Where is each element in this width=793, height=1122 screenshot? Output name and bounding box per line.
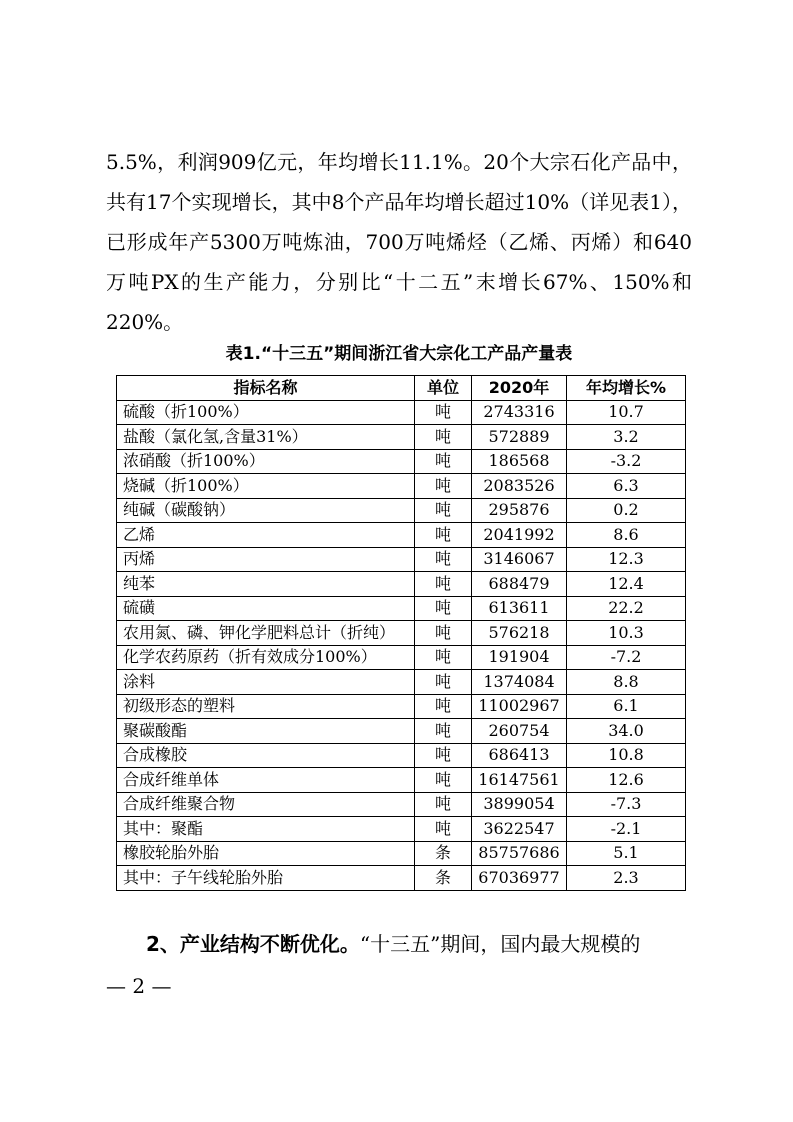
cell-value-2020: 1374084 bbox=[472, 670, 567, 695]
cell-value-2020: 260754 bbox=[472, 719, 567, 744]
cell-value-2020: 2083526 bbox=[472, 474, 567, 499]
cell-unit: 吨 bbox=[415, 547, 472, 572]
section-text: “十三五”期间，国内最大规模的 bbox=[359, 932, 641, 956]
cell-unit: 条 bbox=[415, 866, 472, 891]
cell-unit: 吨 bbox=[415, 792, 472, 817]
cell-unit: 吨 bbox=[415, 425, 472, 450]
header-indicator-name: 指标名称 bbox=[117, 376, 415, 401]
table-row bbox=[117, 694, 686, 719]
cell-indicator-name: 丙烯 bbox=[117, 547, 415, 572]
cell-value-2020: 11002967 bbox=[472, 694, 567, 719]
cell-indicator-name: 合成纤维单体 bbox=[117, 768, 415, 793]
cell-annual-growth: 3.2 bbox=[567, 425, 686, 450]
header-year-2020: 2020年 bbox=[472, 376, 567, 401]
cell-unit: 吨 bbox=[415, 474, 472, 499]
cell-value-2020: 3146067 bbox=[472, 547, 567, 572]
cell-value-2020: 295876 bbox=[472, 498, 567, 523]
cell-annual-growth: 6.1 bbox=[567, 694, 686, 719]
table-row bbox=[117, 768, 686, 793]
cell-unit: 条 bbox=[415, 841, 472, 866]
cell-unit: 吨 bbox=[415, 670, 472, 695]
cell-indicator-name: 农用氮、磷、钾化学肥料总计（折纯） bbox=[117, 621, 415, 646]
cell-annual-growth: -3.2 bbox=[567, 449, 686, 474]
table-row bbox=[117, 547, 686, 572]
cell-unit: 吨 bbox=[415, 498, 472, 523]
cell-value-2020: 16147561 bbox=[472, 768, 567, 793]
cell-annual-growth: 0.2 bbox=[567, 498, 686, 523]
cell-value-2020: 2743316 bbox=[472, 400, 567, 425]
table-row bbox=[117, 719, 686, 744]
cell-annual-growth: 12.4 bbox=[567, 572, 686, 597]
cell-unit: 吨 bbox=[415, 719, 472, 744]
cell-unit: 吨 bbox=[415, 596, 472, 621]
table-header-row bbox=[117, 376, 686, 401]
cell-value-2020: 686413 bbox=[472, 743, 567, 768]
cell-unit: 吨 bbox=[415, 817, 472, 842]
cell-indicator-name: 其中：聚酯 bbox=[117, 817, 415, 842]
cell-annual-growth: 34.0 bbox=[567, 719, 686, 744]
cell-indicator-name: 橡胶轮胎外胎 bbox=[117, 841, 415, 866]
table-row bbox=[117, 596, 686, 621]
table-row bbox=[117, 670, 686, 695]
cell-annual-growth: 5.1 bbox=[567, 841, 686, 866]
cell-unit: 吨 bbox=[415, 694, 472, 719]
cell-indicator-name: 初级形态的塑料 bbox=[117, 694, 415, 719]
cell-annual-growth: 8.8 bbox=[567, 670, 686, 695]
cell-indicator-name: 合成纤维聚合物 bbox=[117, 792, 415, 817]
cell-annual-growth: 22.2 bbox=[567, 596, 686, 621]
cell-value-2020: 3899054 bbox=[472, 792, 567, 817]
cell-value-2020: 2041992 bbox=[472, 523, 567, 548]
table-row bbox=[117, 498, 686, 523]
header-annual-growth: 年均增长% bbox=[567, 376, 686, 401]
cell-indicator-name: 乙烯 bbox=[117, 523, 415, 548]
cell-annual-growth: -7.3 bbox=[567, 792, 686, 817]
cell-value-2020: 67036977 bbox=[472, 866, 567, 891]
cell-indicator-name: 纯苯 bbox=[117, 572, 415, 597]
cell-indicator-name: 聚碳酸酯 bbox=[117, 719, 415, 744]
next-paragraph bbox=[106, 924, 692, 964]
cell-indicator-name: 其中：子午线轮胎外胎 bbox=[117, 866, 415, 891]
table-row bbox=[117, 621, 686, 646]
cell-value-2020: 186568 bbox=[472, 449, 567, 474]
cell-indicator-name: 盐酸（氯化氢,含量31%） bbox=[117, 425, 415, 450]
cell-annual-growth: -7.2 bbox=[567, 645, 686, 670]
intro-paragraph: 5.5%，利润909亿元，年均增长11.1%。20个大宗石化产品中，共有17个实现增长，其中8个产品年均增长超过10%（详见表1），已形成年产5300万吨炼油，700万吨烯烃（乙烯、丙烯）和640万吨PX的生产能力，分别比“十二五”末增长67%、150%和220%。 bbox=[106, 150, 692, 334]
cell-indicator-name: 浓硝酸（折100%） bbox=[117, 449, 415, 474]
cell-annual-growth: 6.3 bbox=[567, 474, 686, 499]
cell-unit: 吨 bbox=[415, 572, 472, 597]
cell-annual-growth: 10.7 bbox=[567, 400, 686, 425]
cell-value-2020: 613611 bbox=[472, 596, 567, 621]
table-row bbox=[117, 572, 686, 597]
table-row bbox=[117, 743, 686, 768]
cell-annual-growth: 12.6 bbox=[567, 768, 686, 793]
table-row bbox=[117, 425, 686, 450]
cell-value-2020: 85757686 bbox=[472, 841, 567, 866]
cell-indicator-name: 纯碱（碳酸钠） bbox=[117, 498, 415, 523]
table-row bbox=[117, 866, 686, 891]
cell-unit: 吨 bbox=[415, 645, 472, 670]
cell-indicator-name: 化学农药原药（折有效成分100%） bbox=[117, 645, 415, 670]
cell-unit: 吨 bbox=[415, 621, 472, 646]
cell-annual-growth: 12.3 bbox=[567, 547, 686, 572]
page-number: — 2 — bbox=[106, 974, 172, 998]
cell-annual-growth: -2.1 bbox=[567, 817, 686, 842]
cell-value-2020: 572889 bbox=[472, 425, 567, 450]
cell-unit: 吨 bbox=[415, 449, 472, 474]
table-row bbox=[117, 523, 686, 548]
cell-indicator-name: 硫磺 bbox=[117, 596, 415, 621]
table-row bbox=[117, 449, 686, 474]
cell-indicator-name: 合成橡胶 bbox=[117, 743, 415, 768]
cell-value-2020: 688479 bbox=[472, 572, 567, 597]
cell-value-2020: 191904 bbox=[472, 645, 567, 670]
cell-value-2020: 3622547 bbox=[472, 817, 567, 842]
table-row bbox=[117, 474, 686, 499]
cell-indicator-name: 涂料 bbox=[117, 670, 415, 695]
cell-unit: 吨 bbox=[415, 523, 472, 548]
table-row bbox=[117, 841, 686, 866]
cell-value-2020: 576218 bbox=[472, 621, 567, 646]
header-unit: 单位 bbox=[415, 376, 472, 401]
cell-annual-growth: 2.3 bbox=[567, 866, 686, 891]
cell-indicator-name: 烧碱（折100%） bbox=[117, 474, 415, 499]
cell-unit: 吨 bbox=[415, 768, 472, 793]
cell-unit: 吨 bbox=[415, 400, 472, 425]
cell-annual-growth: 10.3 bbox=[567, 621, 686, 646]
cell-annual-growth: 10.8 bbox=[567, 743, 686, 768]
section-heading: 2、产业结构不断优化。 bbox=[146, 932, 360, 956]
cell-unit: 吨 bbox=[415, 743, 472, 768]
table-row bbox=[117, 817, 686, 842]
table-row bbox=[117, 645, 686, 670]
cell-indicator-name: 硫酸（折100%） bbox=[117, 400, 415, 425]
table-caption: 表1.“十三五”期间浙江省大宗化工产品产量表 bbox=[225, 344, 573, 364]
production-table bbox=[116, 375, 686, 891]
cell-annual-growth: 8.6 bbox=[567, 523, 686, 548]
table-row bbox=[117, 792, 686, 817]
table-row bbox=[117, 400, 686, 425]
